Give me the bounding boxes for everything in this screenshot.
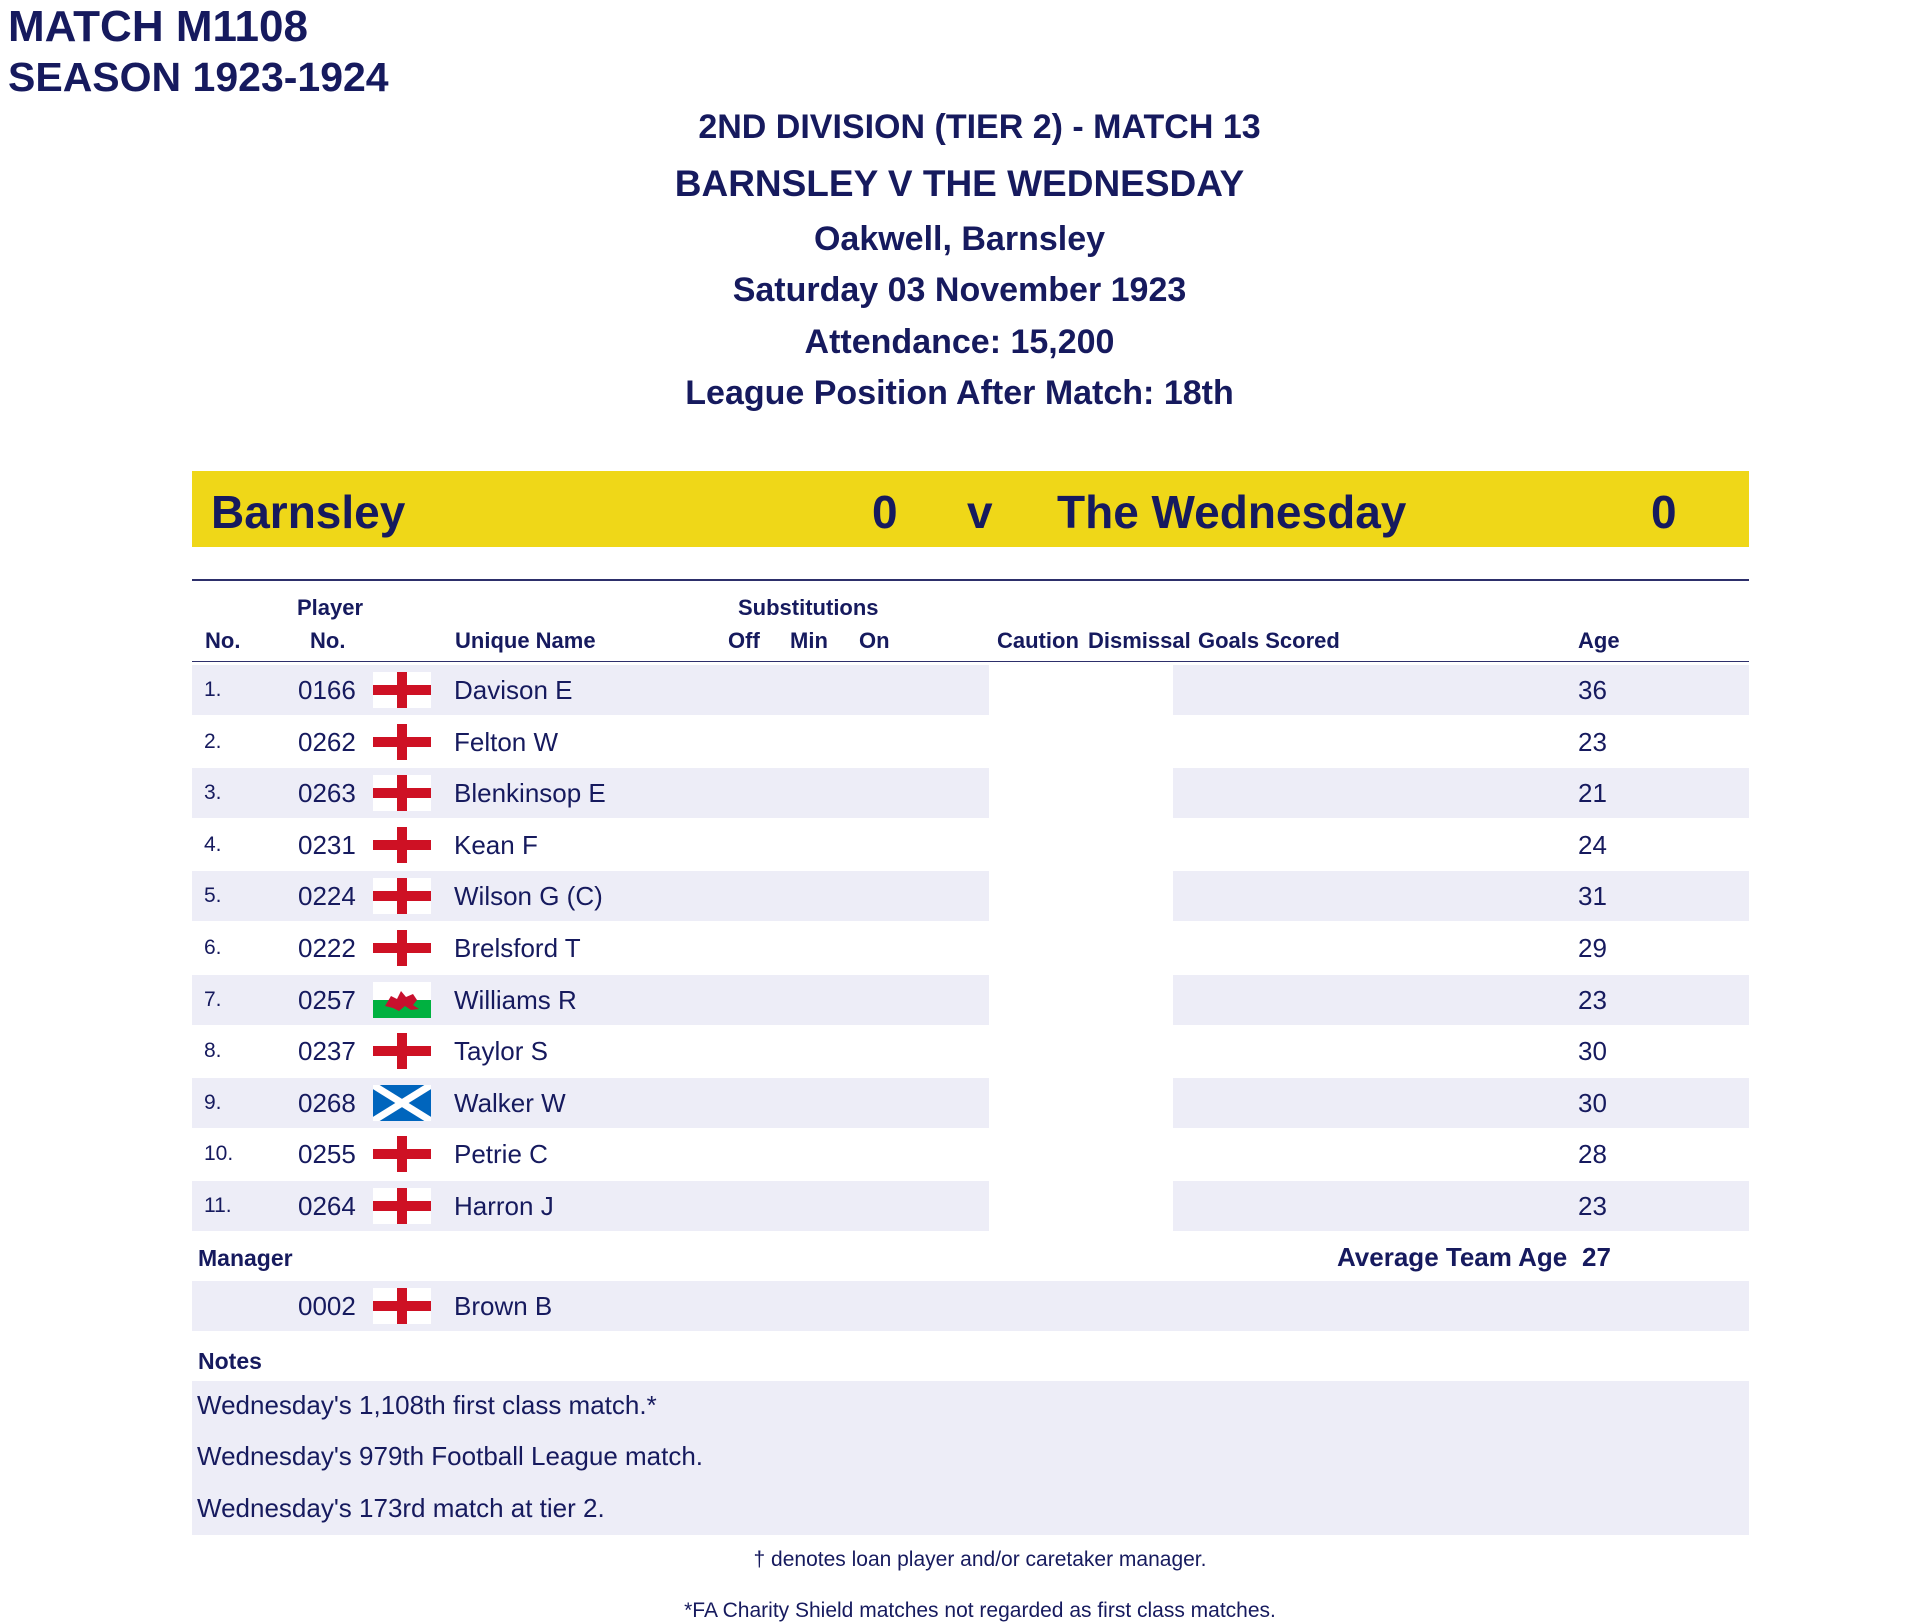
header-goals-scored: Goals Scored <box>1198 628 1340 653</box>
player-age: 30 <box>1578 1036 1607 1066</box>
player-number: 0268 <box>298 1088 356 1118</box>
table-row <box>192 665 1749 715</box>
away-team: The Wednesday <box>1057 486 1407 538</box>
player-order: 9. <box>204 1091 222 1114</box>
player-name: Petrie C <box>454 1139 548 1169</box>
england-flag-icon <box>373 724 431 760</box>
average-age-value: 27 <box>1582 1242 1611 1272</box>
player-age: 23 <box>1578 1191 1607 1221</box>
table-row <box>192 768 1749 818</box>
player-number: 0231 <box>298 830 356 860</box>
charity-footnote: *FA Charity Shield matches not regarded as first class matches. <box>684 1599 1276 1622</box>
venue: Oakwell, Barnsley <box>813 220 1106 258</box>
player-order: 4. <box>204 833 222 856</box>
score-bar <box>192 471 1749 547</box>
header-player-no: No. <box>310 628 346 653</box>
player-order: 5. <box>204 884 222 907</box>
table-row <box>192 923 1749 973</box>
player-name: Blenkinsop E <box>454 778 606 808</box>
header-unique-name: Unique Name <box>455 628 596 653</box>
player-order: 11. <box>204 1194 232 1217</box>
table-top-divider <box>192 579 1749 581</box>
player-age: 24 <box>1578 830 1607 860</box>
player-age: 21 <box>1578 778 1607 808</box>
player-age: 30 <box>1578 1088 1607 1118</box>
season-title: SEASON 1923-1924 <box>8 54 389 100</box>
england-flag-icon <box>373 1288 431 1324</box>
player-number: 0224 <box>298 881 356 911</box>
fixture-title: BARNSLEY V THE WEDNESDAY <box>674 163 1245 204</box>
table-row <box>192 717 1749 767</box>
player-number: 0166 <box>298 675 356 705</box>
player-name: Davison E <box>454 675 573 705</box>
header-off: Off <box>728 628 760 653</box>
away-score: 0 <box>1651 486 1677 538</box>
scotland-flag-icon <box>373 1085 431 1121</box>
header-divider <box>192 661 1749 662</box>
header-player: Player <box>297 595 364 620</box>
note-item: Wednesday's 173rd match at tier 2. <box>197 1493 605 1523</box>
player-name: Taylor S <box>454 1036 548 1066</box>
league-position: League Position After Match: 18th <box>685 374 1234 412</box>
england-flag-icon <box>373 930 431 966</box>
match-date: Saturday 03 November 1923 <box>732 271 1187 309</box>
player-order: 2. <box>204 730 222 753</box>
notes-label: Notes <box>198 1348 262 1374</box>
player-age: 23 <box>1578 985 1607 1015</box>
player-name: Williams R <box>454 985 577 1015</box>
player-number: 0237 <box>298 1036 356 1066</box>
table-row <box>192 975 1749 1025</box>
versus-label: v <box>967 486 993 538</box>
loan-footnote: † denotes loan player and/or caretaker manager. <box>753 1548 1207 1571</box>
player-order: 1. <box>204 678 222 701</box>
player-order: 10. <box>204 1142 234 1165</box>
player-number: 0264 <box>298 1191 356 1221</box>
row-gap <box>989 871 1173 921</box>
header-dismissal: Dismissal <box>1088 628 1191 653</box>
england-flag-icon <box>373 878 431 914</box>
header-caution: Caution <box>997 628 1079 653</box>
player-order: 8. <box>204 1039 222 1062</box>
home-team: Barnsley <box>211 486 406 538</box>
england-flag-icon <box>373 775 431 811</box>
player-age: 29 <box>1578 933 1607 963</box>
player-age: 23 <box>1578 727 1607 757</box>
table-row <box>192 1181 1749 1231</box>
wales-flag-icon <box>373 982 431 1018</box>
player-age: 31 <box>1578 881 1607 911</box>
note-item: Wednesday's 1,108th first class match.* <box>197 1390 657 1420</box>
player-number: 0222 <box>298 933 356 963</box>
table-row <box>192 820 1749 870</box>
table-row <box>192 1129 1749 1179</box>
header-age: Age <box>1578 628 1620 653</box>
notes-box <box>192 1381 1749 1535</box>
header-on: On <box>859 628 890 653</box>
row-gap <box>989 665 1173 715</box>
row-gap <box>989 975 1173 1025</box>
player-order: 3. <box>204 781 222 804</box>
row-gap <box>989 1181 1173 1231</box>
row-gap <box>989 768 1173 818</box>
home-score: 0 <box>872 486 898 538</box>
manager-row <box>192 1281 1749 1331</box>
note-item: Wednesday's 979th Football League match. <box>197 1441 704 1471</box>
row-gap <box>989 1078 1173 1128</box>
player-number: 0257 <box>298 985 356 1015</box>
player-number: 0263 <box>298 778 356 808</box>
match-id: MATCH M1108 <box>8 2 308 51</box>
player-order: 6. <box>204 936 222 959</box>
table-row <box>192 1078 1749 1128</box>
player-name: Kean F <box>454 830 538 860</box>
england-flag-icon <box>373 827 431 863</box>
player-age: 28 <box>1578 1139 1607 1169</box>
player-name: Wilson G (C) <box>454 881 603 911</box>
england-flag-icon <box>373 1033 431 1069</box>
manager-number: 0002 <box>298 1291 356 1321</box>
manager-name: Brown B <box>454 1291 553 1321</box>
player-number: 0255 <box>298 1139 356 1169</box>
player-order: 7. <box>204 988 222 1011</box>
average-age-label: Average Team Age <box>1337 1242 1568 1272</box>
player-name: Felton W <box>454 727 559 757</box>
player-name: Harron J <box>454 1191 554 1221</box>
player-name: Walker W <box>454 1088 566 1118</box>
player-age: 36 <box>1578 675 1607 705</box>
manager-label: Manager <box>198 1245 293 1271</box>
england-flag-icon <box>373 1136 431 1172</box>
header-substitutions: Substitutions <box>738 595 879 620</box>
england-flag-icon <box>373 672 431 708</box>
header-min: Min <box>790 628 828 653</box>
table-row <box>192 871 1749 921</box>
competition-title: 2ND DIVISION (TIER 2) - MATCH 13 <box>698 108 1261 146</box>
table-row <box>192 1026 1749 1076</box>
attendance: Attendance: 15,200 <box>804 323 1115 361</box>
player-name: Brelsford T <box>454 933 581 963</box>
header-no: No. <box>205 628 241 653</box>
england-flag-icon <box>373 1188 431 1224</box>
player-number: 0262 <box>298 727 356 757</box>
